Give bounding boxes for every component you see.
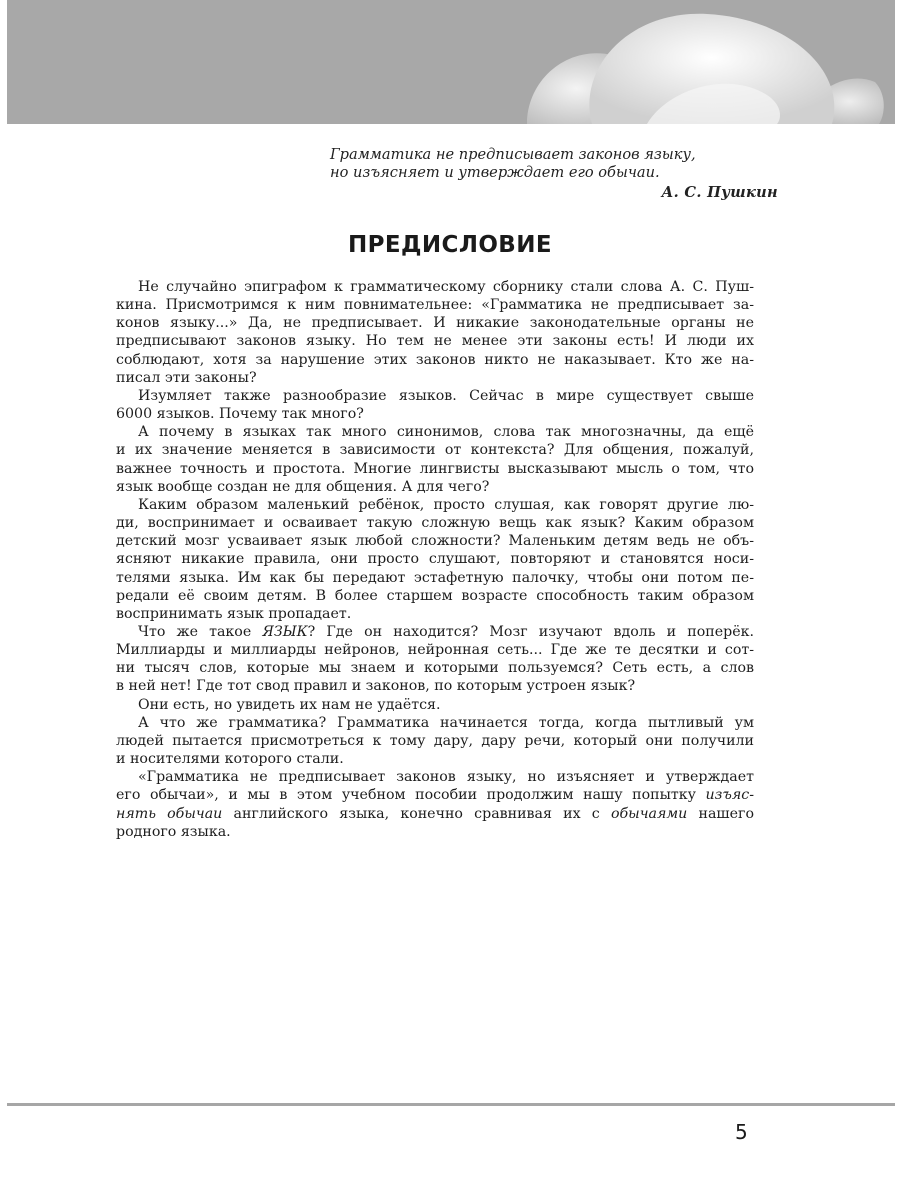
text-line: в ней нет! Где тот свод правил и законов, по которым устроен язык?	[116, 678, 636, 695]
epigraph-line: Грамматика не предписывает законов языку,	[330, 146, 696, 163]
text-line: ди, воспринимает и осваивает такую сложную вещь как язык? Каким образом	[116, 515, 754, 532]
italic-term: ЯЗЫК	[262, 623, 308, 640]
italic-term: обычаями	[610, 805, 688, 822]
text-run: ? Где он находится? Мозг изучают вдоль и поперёк.	[307, 623, 754, 640]
text-line: Изумляет также разнообразие языков. Сейчас в мире существует свыше	[138, 387, 754, 404]
preface-body	[116, 278, 754, 841]
text-line: и их значение меняется в зависимости от контекста? Для общения, пожалуй,	[116, 442, 754, 459]
text-line	[116, 623, 754, 641]
text-line: ни тысяч слов, которые мы знаем и которыми пользуемся? Сеть есть, а слов	[116, 660, 754, 677]
text-line: важнее точность и простота. Многие лингвисты высказывают мысль о том, что	[116, 460, 754, 477]
epigraph	[330, 146, 780, 202]
text-line: Каким образом маленький ребёнок, просто слушая, как говорят другие лю-	[138, 496, 754, 513]
text-line: и носителями которого стали.	[116, 751, 344, 768]
paragraph	[116, 387, 754, 423]
text-line	[116, 786, 754, 804]
page-number: 5	[735, 1120, 748, 1144]
text-line: Они есть, но увидеть их нам не удаётся.	[138, 696, 441, 713]
paragraph	[116, 496, 754, 623]
epigraph-author: А. С. Пушкин	[661, 184, 778, 201]
text-line: телями языка. Им как бы передают эстафетную палочку, чтобы они потом пе-	[116, 569, 754, 586]
paragraph	[116, 768, 754, 841]
paragraph	[116, 696, 754, 714]
paragraph	[116, 423, 754, 496]
text-line: редали её своим детям. В более старшем возрасте способность таким образом	[116, 587, 754, 604]
text-line: родного языка.	[116, 823, 231, 840]
text-line: ясняют никакие правила, они просто слушают, повторяют и становятся носи-	[116, 551, 754, 568]
text-line: «Грамматика не предписывает законов языку, но изъясняет и утверждает	[138, 769, 754, 786]
text-line: кина. Присмотримся к ним повнимательнее: «Грамматика не предписывает за-	[116, 297, 754, 314]
footer-rule	[7, 1103, 895, 1106]
text-line: А что же грамматика? Грамматика начинается тогда, когда пытливый ум	[138, 714, 754, 731]
text-line: А почему в языках так много синонимов, слова так многозначны, да ещё	[138, 424, 754, 441]
text-line: писал эти законы?	[116, 369, 257, 386]
text-line	[116, 805, 754, 823]
text-line: конов языку...» Да, не предписывает. И никакие законодательные органы не	[116, 315, 754, 332]
header-band	[7, 0, 895, 124]
text-run: нашего	[687, 805, 754, 822]
text-line: Миллиарды и миллиарды нейронов, нейронная сеть... Где же те десятки и сот-	[116, 642, 754, 659]
text-line: людей пытается присмотреться к тому дару, дару речи, который они получили	[116, 732, 754, 749]
paragraph	[116, 623, 754, 696]
epigraph-line: но изъясняет и утверждает его обычаи.	[330, 164, 660, 181]
paragraph	[116, 714, 754, 768]
decorative-petal-graphic	[7, 0, 895, 124]
paragraph	[116, 278, 754, 387]
text-run: Что же такое	[138, 623, 263, 640]
text-line: предписывают законов языку. Но тем не менее эти законы есть! И люди их	[116, 333, 754, 350]
text-run: его обычаи», и мы в этом учебном пособии продолжим нашу попытку	[116, 787, 706, 804]
text-run: английского языка, конечно сравнивая их с	[222, 805, 611, 822]
text-line: 6000 языков. Почему так много?	[116, 406, 364, 423]
page-title: ПРЕДИСЛОВИЕ	[348, 232, 552, 258]
text-line: язык вообще создан не для общения. А для чего?	[116, 478, 490, 495]
text-line: воспринимать язык пропадает.	[116, 605, 352, 622]
italic-term: нять обычаи	[116, 805, 223, 822]
text-line: Не случайно эпиграфом к грамматическому сборнику стали слова А. С. Пуш-	[138, 279, 754, 295]
text-line: детский мозг усваивает язык любой сложности? Маленьким детям ведь не объ-	[116, 533, 754, 550]
italic-term: изъяс-	[705, 787, 754, 804]
text-line: соблюдают, хотя за нарушение этих законов никто не наказывает. Кто же на-	[116, 351, 754, 368]
